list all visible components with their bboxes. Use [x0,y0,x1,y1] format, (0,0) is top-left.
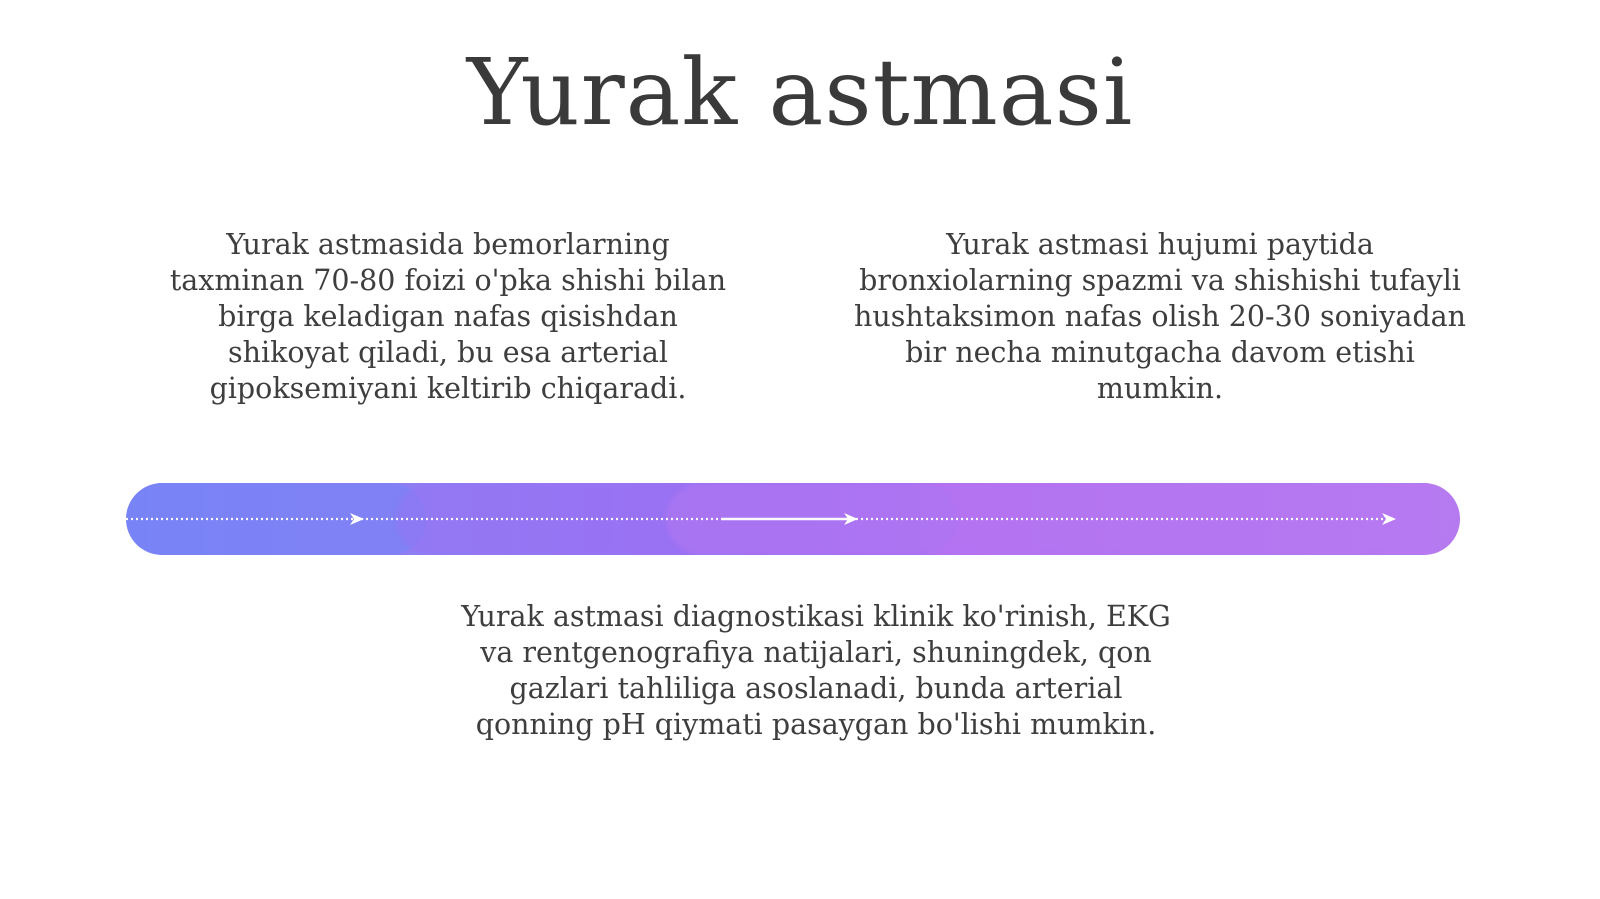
arrow-head-icon [1382,513,1396,525]
text-block-left: Yurak astmasida bemorlarning taxminan 70-80 foizi o'pka shishi bilan birga keladigan nafas qisishdan shikoyat qiladi, bu esa arterial gipoksemiyani keltirib chiqaradi. [169,228,727,405]
timeline-arrows [126,483,1460,555]
timeline-bar [126,483,1460,555]
text-block-bottom: Yurak astmasi diagnostikasi klinik ko'rinish, EKG va rentgenografiya natijalari, shuningdek, qon gazlari tahliliga asoslanadi, bunda arterial qonning pH qiymati pasaygan bo'lishi mumkin. [461,600,1171,741]
text-block-right: Yurak astmasi hujumi paytida bronxiolarning spazmi va shishishi tufayli hushtaksimon nafas olish 20-30 soniyadan bir necha minutgacha davom etishi mumkin. [854,228,1466,405]
slide-title: Yurak astmasi [466,39,1134,146]
